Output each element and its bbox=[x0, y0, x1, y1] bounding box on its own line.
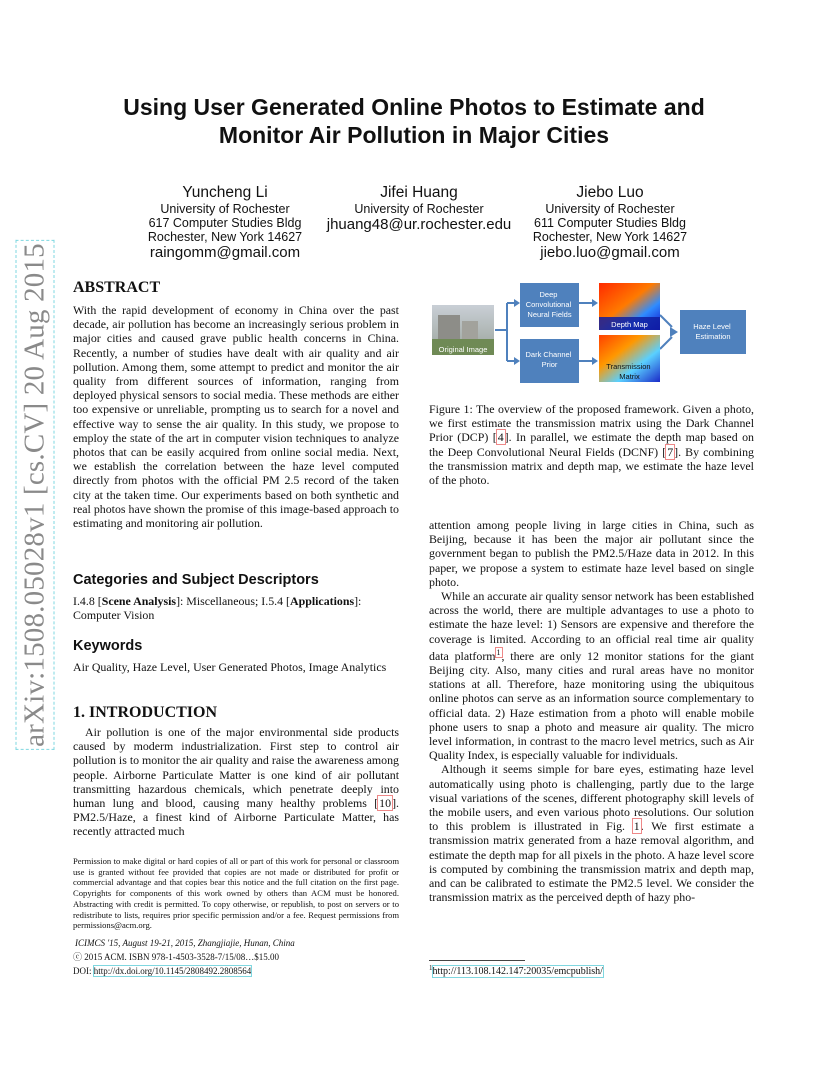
keywords-text: Air Quality, Haze Level, User Generated Photos, Image Analytics bbox=[73, 660, 387, 674]
author-block-3 bbox=[503, 183, 717, 262]
depth-map-label: Depth Map bbox=[611, 320, 648, 329]
haze-level-label: Haze Level Estimation bbox=[693, 322, 731, 341]
right-column-body bbox=[429, 518, 754, 904]
body-paragraph: While an accurate air quality sensor network has been established across the world, there are multiple advantages to use a photo to estimate the haze level: 1) Sensors are expensive and therefore the coverage is limited. According to an official real time air quality data platform$^1$, there are only 12 monitor stations for the giant Beijing city. Also, many cities and rural areas have no monitor stations at all. Therefore, haze monitoring using the ubiquitous online photos can serve as an information source complementary to official data. 2) Haze estimation from a photo will enable mobile phone users to snap a photo and measure air quality. The micro level information, in contrast to the macro level metrics, such as Air Quality Index, is especially valuable for individuals. bbox=[429, 589, 754, 763]
figure-link[interactable]: 1 bbox=[633, 819, 640, 834]
author-address: 617 Computer Studies Bldg bbox=[148, 216, 302, 230]
categories-section bbox=[73, 572, 399, 622]
citation-link[interactable]: 10 bbox=[379, 796, 392, 811]
category-applications: Applications bbox=[290, 594, 355, 608]
title-line-2: Monitor Air Pollution in Major Cities bbox=[218, 122, 610, 148]
intro-text: ]. PM2.5/Haze, a finest kind of Airborne Particulate Matter, has recently attracted much bbox=[73, 796, 399, 839]
category-scene-analysis: Scene Analysis bbox=[101, 594, 177, 608]
author-affiliation: University of Rochester bbox=[160, 202, 290, 216]
keywords-section bbox=[73, 638, 399, 674]
arxiv-stamp[interactable] bbox=[18, 243, 51, 747]
original-image-label: Original Image bbox=[438, 345, 488, 354]
dcp-label: Dark Channel Prior bbox=[525, 350, 572, 369]
intro-text: Air pollution is one of the major environmental side products caused by moderm industrialization. First step to control air pollution is to monitor the air quality and raise the awareness among people. Airborne Particulate Matter is one kind of air pollutant transmitting hazardous chemicals, which penetrate deeply into human lung and blood, causing many healthy problems [ bbox=[73, 725, 399, 811]
body-paragraph: Although it seems simple for bare eyes, estimating haze level automatically using photo is challenging, partly due to the large visual variations of the scenes, different photography skill levels of the mobile users, and even various photo resolutions. Our solution to this problem is illustrated in Fig. 1. We first estimate a transmission matrix generated from a haze removal algorithm, and estimate the depth map for all pixels in the photo. A haze level score is computed by combining the transmission matrix and depth map, and can be calibrated to estimate the PM2.5 level. We consider the transmission matrix as the perceived depth of hazy pho- bbox=[429, 762, 754, 905]
paper-title bbox=[60, 93, 768, 149]
author-email[interactable]: jhuang48@ur.rochester.edu bbox=[326, 216, 512, 233]
permission-block bbox=[73, 856, 399, 977]
footnote-rule bbox=[429, 960, 525, 961]
transmission-matrix-label: Transmission Matrix bbox=[606, 362, 651, 381]
doi-line bbox=[73, 965, 399, 977]
footnote-link[interactable]: 1 bbox=[496, 647, 501, 657]
body-paragraph: attention among people living in large cities in China, such as Beijing, because it has been the major air pollutant since the government began to publish the PM2.5/Haze data in 2012. In this paper, we propose a system to estimate haze level based on single photo. bbox=[429, 518, 754, 589]
author-address: Rochester, New York 14627 bbox=[147, 230, 303, 244]
introduction-heading: 1. INTRODUCTION bbox=[73, 704, 218, 721]
footnote-mark: 1 bbox=[429, 964, 433, 972]
doi-label: DOI: bbox=[73, 965, 94, 976]
copyright-line: ⓒ 2015 ACM. ISBN 978-1-4503-3528-7/15/08…$15.00 bbox=[73, 951, 280, 962]
category-code: I.4.8 [ bbox=[73, 594, 102, 608]
citation-link[interactable]: 7 bbox=[667, 444, 674, 459]
footnote-link-url[interactable]: http://113.108.142.147:20035/emcpublish/ bbox=[432, 966, 603, 978]
author-block-1 bbox=[118, 183, 332, 262]
abstract-section bbox=[73, 279, 399, 530]
author-affiliation: University of Rochester bbox=[545, 202, 675, 216]
footnote bbox=[429, 962, 603, 978]
author-name: Jiebo Luo bbox=[576, 184, 644, 201]
author-address: Rochester, New York 14627 bbox=[532, 230, 688, 244]
author-name: Yuncheng Li bbox=[182, 184, 268, 201]
author-email[interactable]: jiebo.luo@gmail.com bbox=[540, 244, 680, 261]
category-text: ]: Miscellaneous; I.5.4 [ bbox=[176, 594, 290, 608]
categories-text bbox=[73, 594, 399, 622]
figure-caption bbox=[429, 402, 754, 487]
categories-heading: Categories and Subject Descriptors bbox=[73, 572, 319, 588]
title-line-1: Using User Generated Online Photos to Estimate and bbox=[123, 94, 705, 120]
author-email[interactable]: raingomm@gmail.com bbox=[149, 244, 301, 261]
dcnf-label: Deep Convolutional Neural Fields bbox=[525, 290, 572, 319]
introduction-paragraph bbox=[73, 725, 399, 839]
venue-line: ICIMCS '15, August 19-21, 2015, Zhangjiajie, Hunan, China bbox=[75, 937, 295, 948]
author-affiliation: University of Rochester bbox=[354, 202, 484, 216]
introduction-section bbox=[73, 704, 399, 839]
author-address: 611 Computer Studies Bldg bbox=[534, 216, 686, 230]
author-block-2 bbox=[312, 183, 526, 234]
figure-caption-text: Figure 1: The overview of the proposed framework. Given a photo, we first estimate the transmission matrix using the Dark Channel Prior (DCP) [4]. In parallel, we estimate the depth map based on the Deep Convolutional Neural Fields (DCNF) [7]. By combining the transmission matrix and depth map, we estimate the haze level of the photo. bbox=[429, 402, 754, 488]
citation-link[interactable]: 4 bbox=[497, 430, 504, 445]
abstract-text: With the rapid development of economy in China over the past decade, air pollution has become an increasingly serious problem in major cities and caused grave public health concerns in China. Recently, a number of studies have dealt with air quality and air pollution. Among them, some attempt to predict and monitor the air quality from different sources of information, ranging from deployed physical sensors to social media. These methods are either too expensive or unreliable, prompting us to search for a novel and effective way to sense the air quality. In this study, we propose to employ the state of the art in computer vision techniques to analyze photos that can be easily acquired from online social media. Next, we establish the correlation between the haze level computed directly from photos with the official PM 2.5 record of the taken city at the taken time. Our experiments based on both synthetic and real photos have shown the promise of this image-based approach to estimating and monitoring air pollution. bbox=[73, 303, 399, 531]
framework-diagram bbox=[432, 283, 752, 387]
arxiv-stamp-text[interactable]: arXiv:1508.05028v1 [cs.CV] 20 Aug 2015 bbox=[18, 243, 51, 747]
doi-link[interactable]: http://dx.doi.org/10.1145/2808492.2808564 bbox=[93, 965, 252, 976]
category-text: ]: Computer Vision bbox=[73, 594, 362, 623]
figure-1 bbox=[432, 283, 752, 387]
keywords-heading: Keywords bbox=[73, 638, 143, 654]
abstract-heading: ABSTRACT bbox=[73, 279, 161, 296]
author-name: Jifei Huang bbox=[380, 184, 458, 201]
permission-text: Permission to make digital or hard copies of all or part of this work for personal or classroom use is granted without fee provided that copies are not made or distributed for profit or commercial advantage and that copies bear this notice and the full citation on the first page. Copyrights for components of this work owned by others than ACM must be honored. Abstracting with credit is permitted. To copy otherwise, or republish, to post on servers or to redistribute to lists, requires prior specific permission and/or a fee. Request permissions from permissions@acm.org. bbox=[73, 856, 399, 931]
